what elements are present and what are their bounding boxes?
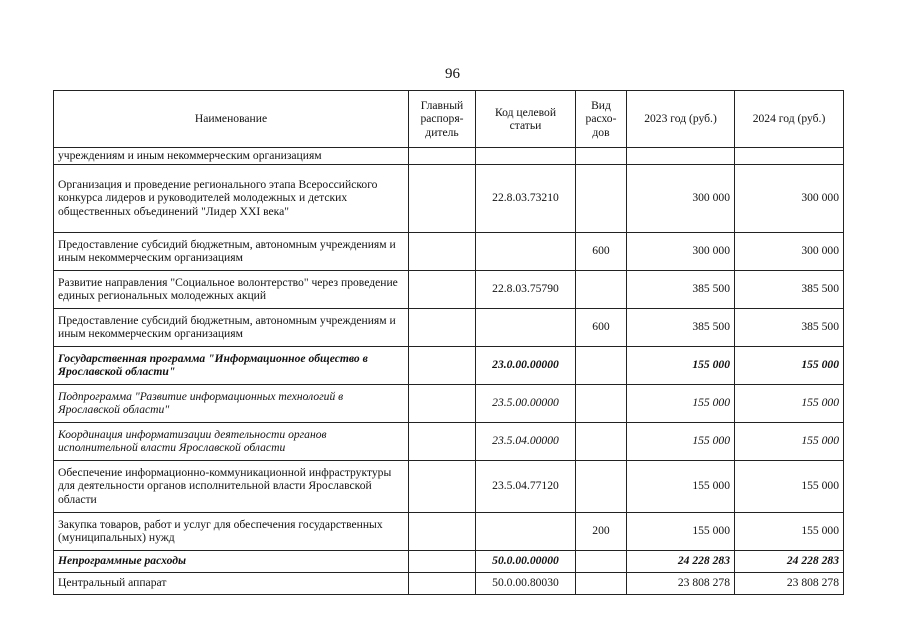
cell-kind — [576, 422, 627, 460]
cell-kind — [576, 270, 627, 308]
cell-admin — [409, 422, 476, 460]
table-row — [54, 346, 844, 384]
budget-table — [53, 90, 844, 595]
cell-admin — [409, 308, 476, 346]
cell-kind — [576, 164, 627, 232]
cell-name: Государственная программа "Информационное общество в Ярославской области" — [54, 346, 409, 384]
cell-code — [476, 232, 576, 270]
cell-kind — [576, 384, 627, 422]
table-row — [54, 148, 844, 165]
table-row — [54, 384, 844, 422]
cell-name: Предоставление субсидий бюджетным, автономным учреждениям и иным некоммерческим организациям — [54, 232, 409, 270]
cell-2023: 23 808 278 — [627, 572, 735, 594]
cell-kind — [576, 346, 627, 384]
cell-2024: 155 000 — [735, 384, 844, 422]
cell-admin — [409, 384, 476, 422]
cell-2023: 300 000 — [627, 164, 735, 232]
cell-2023: 24 228 283 — [627, 550, 735, 572]
table-row — [54, 512, 844, 550]
cell-kind: 600 — [576, 308, 627, 346]
cell-code: 23.0.00.00000 — [476, 346, 576, 384]
header-2023: 2023 год (руб.) — [627, 91, 735, 148]
cell-admin — [409, 164, 476, 232]
cell-code: 22.8.03.73210 — [476, 164, 576, 232]
cell-2024: 155 000 — [735, 512, 844, 550]
table-row — [54, 460, 844, 512]
cell-2023: 155 000 — [627, 346, 735, 384]
header-kind: Вид расхо-дов — [576, 91, 627, 148]
cell-code — [476, 308, 576, 346]
cell-name: Непрограммные расходы — [54, 550, 409, 572]
cell-code: 23.5.04.77120 — [476, 460, 576, 512]
cell-kind: 600 — [576, 232, 627, 270]
header-admin: Главный распоря-дитель — [409, 91, 476, 148]
cell-2023: 300 000 — [627, 232, 735, 270]
cell-admin — [409, 512, 476, 550]
table-row — [54, 164, 844, 232]
cell-code: 22.8.03.75790 — [476, 270, 576, 308]
cell-name: Организация и проведение регионального этапа Всероссийского конкурса лидеров и руководителей молодежных и детских общественных объединений "Лидер XXI века" — [54, 164, 409, 232]
header-code: Код целевой статьи — [476, 91, 576, 148]
cell-2024: 23 808 278 — [735, 572, 844, 594]
cell-2024: 24 228 283 — [735, 550, 844, 572]
cell-kind — [576, 148, 627, 165]
cell-admin — [409, 346, 476, 384]
cell-2024: 385 500 — [735, 308, 844, 346]
header-2024: 2024 год (руб.) — [735, 91, 844, 148]
cell-name: Развитие направления "Социальное волонтерство" через проведение единых региональных молодежных акций — [54, 270, 409, 308]
table-row — [54, 550, 844, 572]
cell-2024 — [735, 148, 844, 165]
cell-code — [476, 148, 576, 165]
cell-name: Предоставление субсидий бюджетным, автономным учреждениям и иным некоммерческим организациям — [54, 308, 409, 346]
cell-2024: 300 000 — [735, 232, 844, 270]
cell-name: Центральный аппарат — [54, 572, 409, 594]
cell-kind — [576, 572, 627, 594]
table-row — [54, 232, 844, 270]
header-name: Наименование — [54, 91, 409, 148]
cell-code: 50.0.00.00000 — [476, 550, 576, 572]
table-row — [54, 572, 844, 594]
cell-2023: 385 500 — [627, 270, 735, 308]
cell-kind: 200 — [576, 512, 627, 550]
cell-code: 23.5.04.00000 — [476, 422, 576, 460]
cell-name: Координация информатизации деятельности органов исполнительной власти Ярославской области — [54, 422, 409, 460]
cell-2024: 155 000 — [735, 460, 844, 512]
cell-2023: 155 000 — [627, 460, 735, 512]
cell-2023: 155 000 — [627, 512, 735, 550]
table-row — [54, 422, 844, 460]
cell-2023: 155 000 — [627, 384, 735, 422]
cell-2024: 155 000 — [735, 422, 844, 460]
table-header-row — [54, 91, 844, 148]
cell-code — [476, 512, 576, 550]
table-row — [54, 270, 844, 308]
cell-2024: 385 500 — [735, 270, 844, 308]
cell-admin — [409, 550, 476, 572]
page-number: 96 — [445, 66, 460, 82]
cell-kind — [576, 460, 627, 512]
cell-admin — [409, 148, 476, 165]
cell-name: Закупка товаров, работ и услуг для обеспечения государственных (муниципальных) нужд — [54, 512, 409, 550]
cell-admin — [409, 232, 476, 270]
cell-admin — [409, 460, 476, 512]
cell-2024: 155 000 — [735, 346, 844, 384]
cell-2024: 300 000 — [735, 164, 844, 232]
cell-admin — [409, 270, 476, 308]
cell-name: Подпрограмма "Развитие информационных технологий в Ярославской области" — [54, 384, 409, 422]
cell-code: 23.5.00.00000 — [476, 384, 576, 422]
cell-name: Обеспечение информационно-коммуникационной инфраструктуры для деятельности органов исполнительной власти Ярославской области — [54, 460, 409, 512]
cell-2023: 155 000 — [627, 422, 735, 460]
cell-2023 — [627, 148, 735, 165]
table-row — [54, 308, 844, 346]
cell-admin — [409, 572, 476, 594]
cell-kind — [576, 550, 627, 572]
cell-code: 50.0.00.80030 — [476, 572, 576, 594]
cell-name: учреждениям и иным некоммерческим организациям — [54, 148, 409, 165]
cell-2023: 385 500 — [627, 308, 735, 346]
